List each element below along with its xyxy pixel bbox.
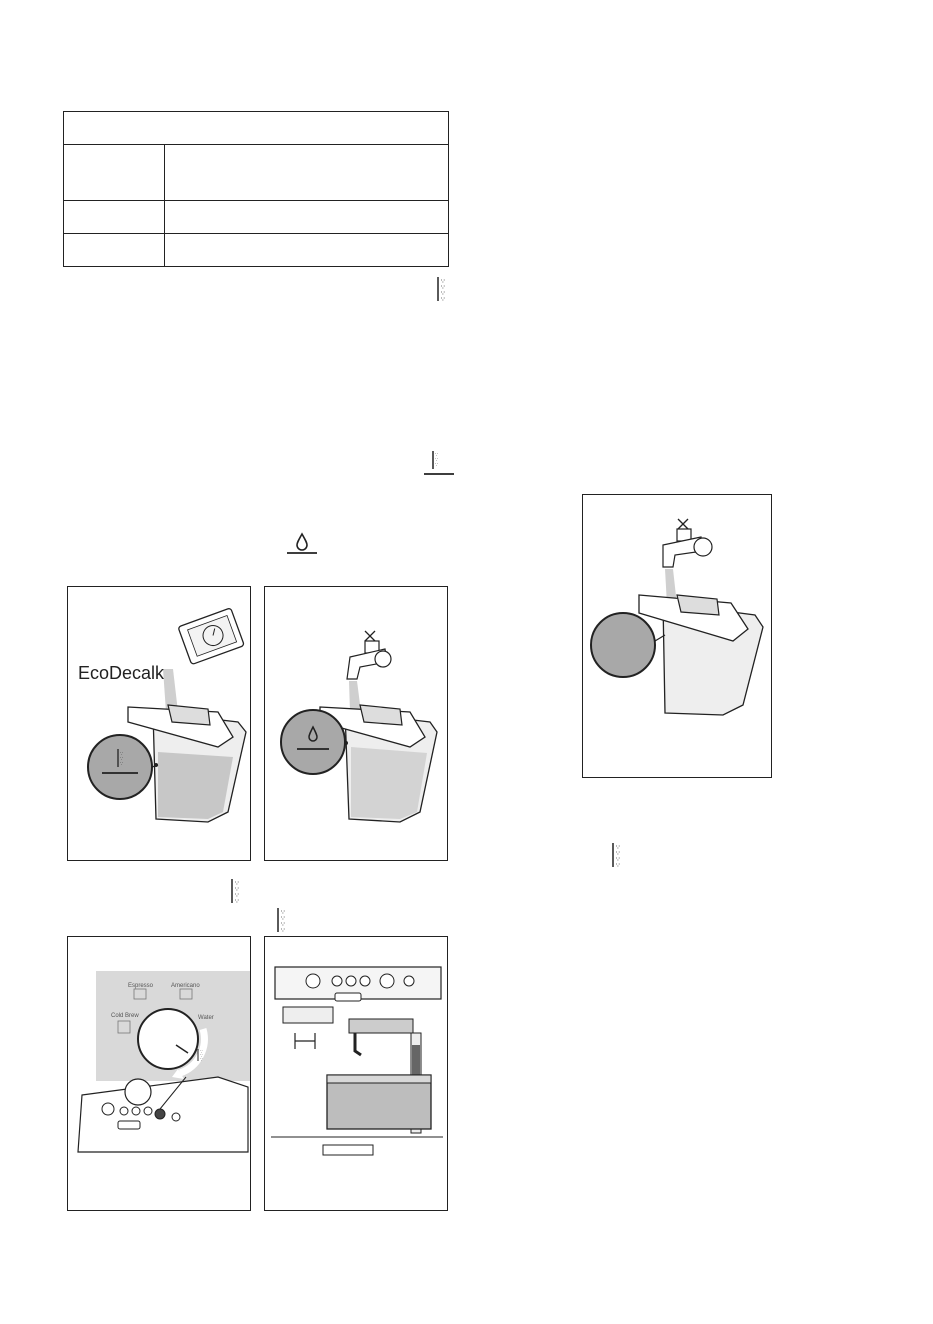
svg-text:∵: ∵ (120, 761, 124, 767)
water-tap-icon (347, 631, 391, 679)
figure-add-descaler (67, 586, 251, 861)
descale-underlined-icon (424, 450, 454, 478)
svg-text:∵: ∵ (616, 863, 620, 868)
svg-text:∵: ∵ (235, 887, 239, 893)
figure-dial-descale (67, 936, 251, 1211)
settings-table (63, 111, 449, 267)
descale-icon (231, 878, 245, 904)
svg-text:∵: ∵ (200, 1057, 203, 1062)
svg-text:∵: ∵ (281, 910, 285, 916)
svg-text:∵: ∵ (235, 893, 239, 899)
svg-text:∵: ∵ (281, 928, 285, 933)
svg-text:∵: ∵ (616, 845, 620, 851)
dial-label-americano: Americano (171, 983, 200, 989)
svg-text:∵: ∵ (616, 851, 620, 857)
svg-text:∵: ∵ (120, 751, 124, 757)
descale-icon (437, 276, 451, 302)
svg-text:∵: ∵ (616, 857, 620, 863)
table-divider (64, 233, 448, 234)
dial-label-cold-brew: Cold Brew (111, 1013, 139, 1019)
table-divider (64, 144, 448, 145)
descale-indicator (88, 735, 152, 799)
dial-label-espresso: Espresso (128, 983, 154, 989)
svg-text:∵: ∵ (435, 462, 439, 468)
descale-icon (277, 907, 291, 933)
svg-text:∵: ∵ (441, 285, 445, 291)
svg-text:∵: ∵ (281, 916, 285, 922)
descaler-sachet-icon (178, 608, 244, 665)
svg-text:∵: ∵ (441, 291, 445, 297)
svg-text:∵: ∵ (441, 297, 445, 302)
svg-text:∵: ∵ (435, 452, 439, 458)
eco-decalk-label: EcoDecalk (78, 663, 165, 683)
figure-fill-water (264, 586, 448, 861)
dial-label-water: Water (198, 1015, 214, 1021)
svg-text:∵: ∵ (435, 457, 439, 463)
figure-rinse-tank (582, 494, 772, 778)
water-indicator (281, 710, 345, 774)
svg-text:∵: ∵ (441, 279, 445, 285)
svg-text:∵: ∵ (281, 922, 285, 928)
svg-text:∵: ∵ (235, 881, 239, 887)
water-tap-icon (663, 519, 712, 567)
svg-text:∵: ∵ (200, 1049, 203, 1054)
svg-text:∵: ∵ (200, 1053, 203, 1058)
descale-icon (612, 842, 626, 868)
status-indicator (591, 613, 655, 677)
svg-text:∵: ∵ (120, 756, 124, 762)
water-drop-underlined-icon (287, 530, 317, 556)
table-divider (64, 200, 448, 201)
table-column-divider (164, 145, 165, 266)
figure-place-container (264, 936, 448, 1211)
svg-text:∵: ∵ (235, 899, 239, 904)
